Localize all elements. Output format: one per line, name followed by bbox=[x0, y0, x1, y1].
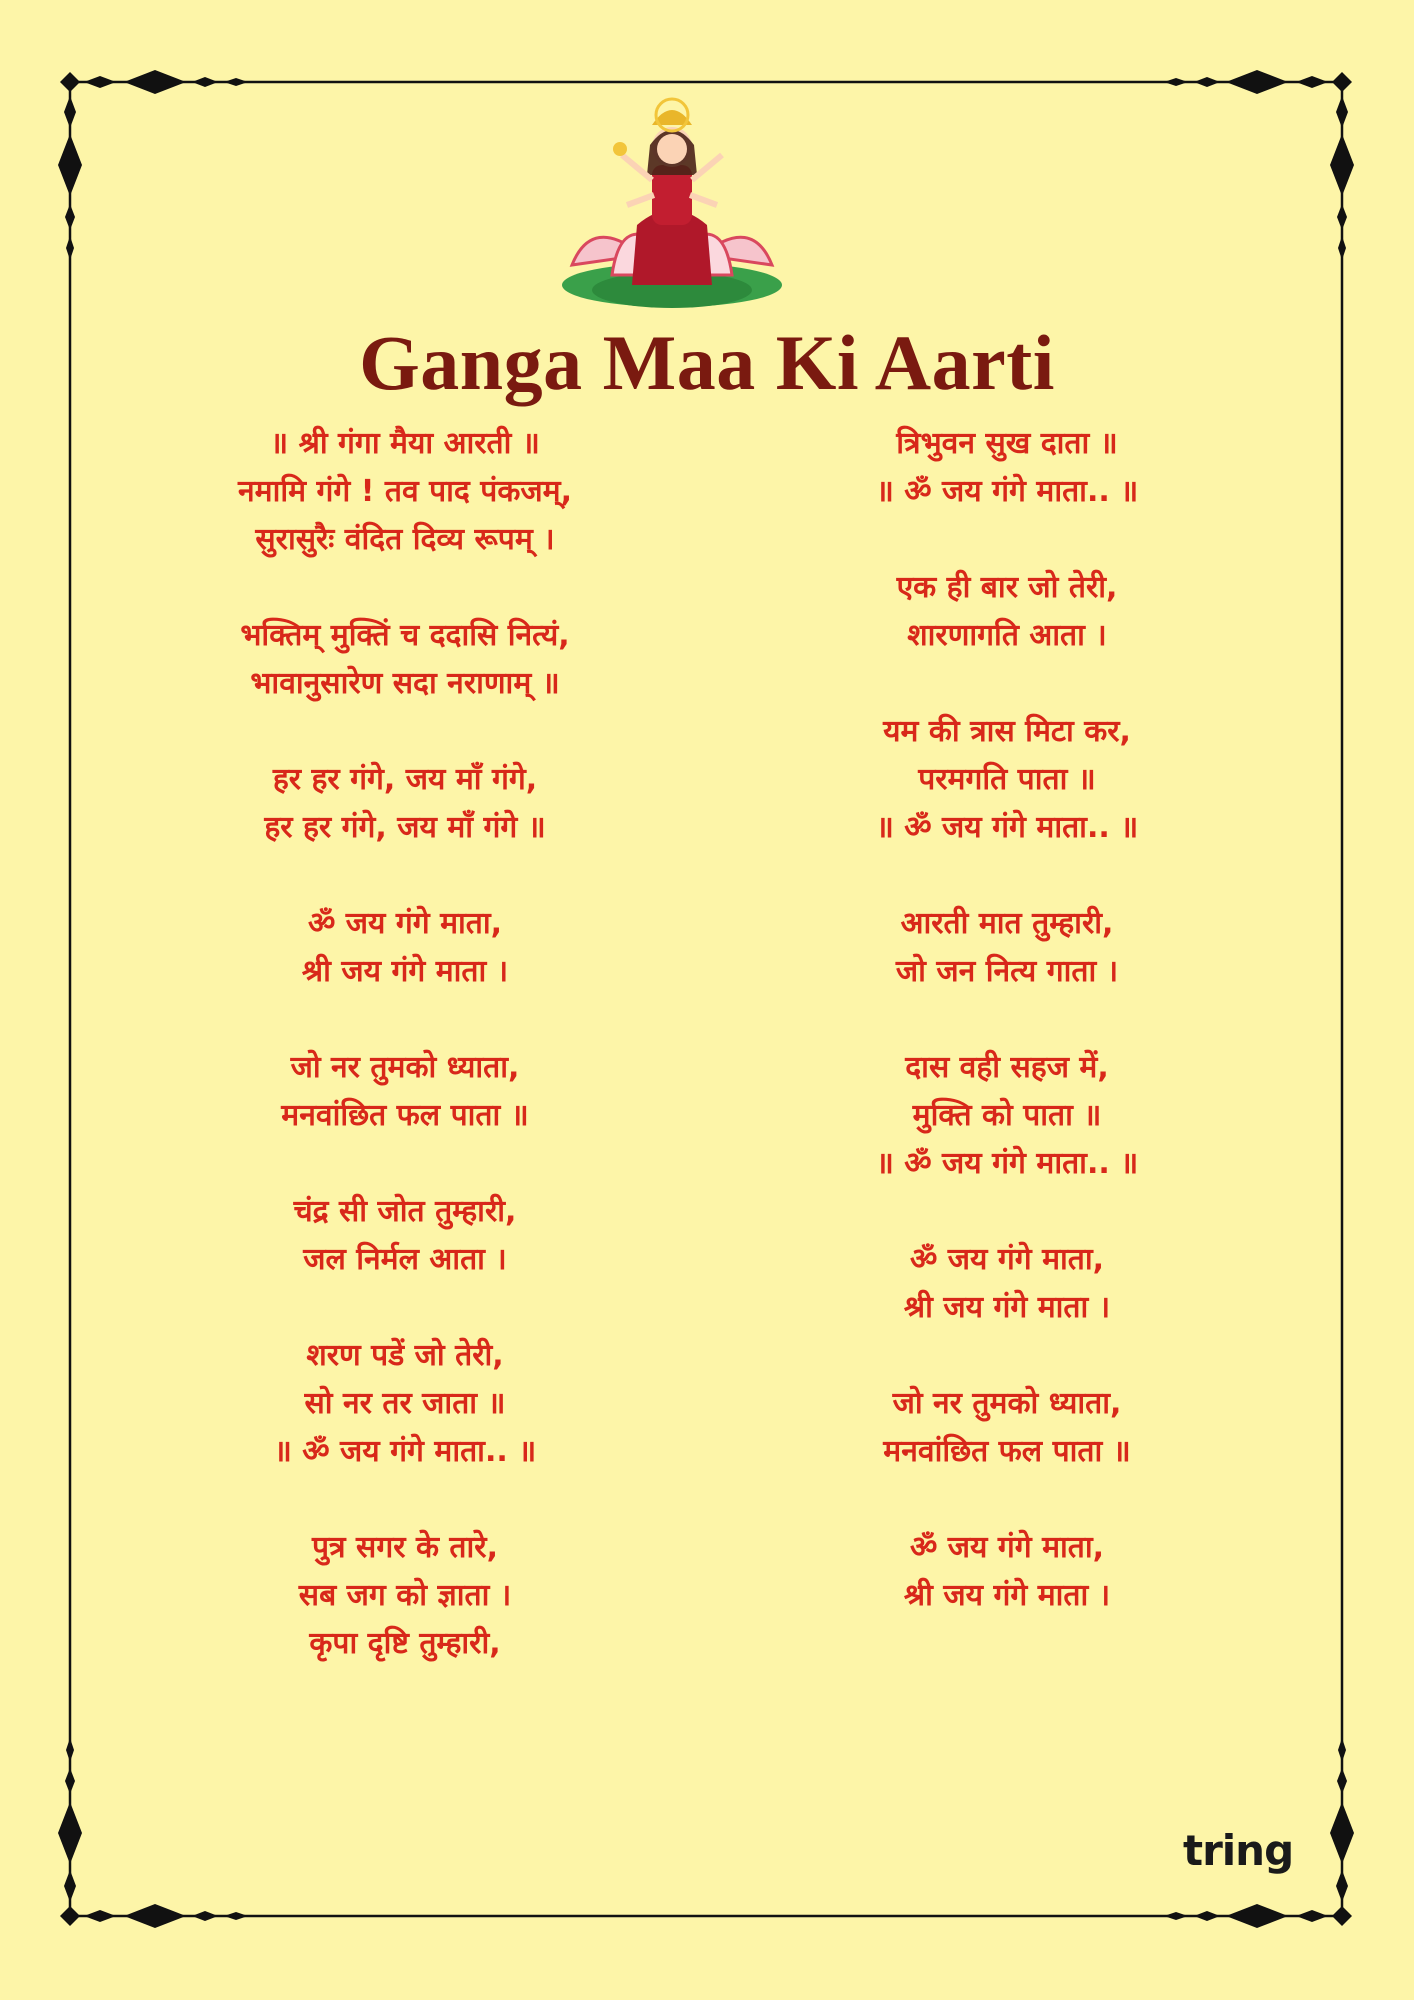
verse-line: मनवांछित फल पाता ॥ bbox=[281, 1098, 529, 1133]
stanza-gap bbox=[727, 660, 1287, 708]
verse-line: शारणागति आता । bbox=[907, 618, 1107, 653]
page-title: Ganga Maa Ki Aarti bbox=[359, 319, 1055, 406]
verse-line: आरती मात तुम्हारी, bbox=[900, 906, 1114, 941]
verse-line: नमामि गंगे ! तव पाद पंकजम्, bbox=[238, 474, 572, 509]
verse-line: श्री जय गंगे माता । bbox=[903, 1578, 1111, 1613]
verse-line: जो जन नित्य गाता । bbox=[895, 954, 1119, 989]
stanza-gap bbox=[125, 1284, 685, 1332]
verse-line: भक्तिम् मुक्तिं च ददासि नित्यं, bbox=[240, 618, 570, 653]
verse-line: ॥ ॐ जय गंगे माता.. ॥ bbox=[273, 1434, 537, 1469]
verse-line: हर हर गंगे, जय माँ गंगे, bbox=[272, 762, 538, 797]
stanza-gap bbox=[125, 1140, 685, 1188]
verse-line: मनवांछित फल पाता ॥ bbox=[883, 1434, 1131, 1469]
ganga-maa-illustration bbox=[552, 85, 792, 325]
stanza-gap bbox=[727, 1332, 1287, 1380]
verse-line: सब जग को ज्ञाता । bbox=[298, 1578, 512, 1613]
stanza-gap bbox=[125, 1476, 685, 1524]
stanza-gap bbox=[125, 708, 685, 756]
verse-line: शरण पडें जो तेरी, bbox=[306, 1338, 504, 1373]
stanza-gap bbox=[727, 1476, 1287, 1524]
stanza-gap bbox=[727, 996, 1287, 1044]
verse-line: जो नर तुमको ध्याता, bbox=[892, 1386, 1122, 1421]
verse-line: जो नर तुमको ध्याता, bbox=[290, 1050, 520, 1085]
verse-line: परमगति पाता ॥ bbox=[918, 762, 1096, 797]
verse-line: ॐ जय गंगे माता, bbox=[909, 1242, 1105, 1277]
verse-line: सो नर तर जाता ॥ bbox=[304, 1386, 506, 1421]
verse-line: ॐ जय गंगे माता, bbox=[307, 906, 503, 941]
verse-line: सुरासुरैः वंदित दिव्य रूपम् । bbox=[255, 522, 555, 557]
verse-line: दास वही सहज में, bbox=[905, 1050, 1109, 1085]
stanza-gap bbox=[125, 996, 685, 1044]
stanza-gap bbox=[727, 516, 1287, 564]
verse-line: पुत्र सगर के तारे, bbox=[312, 1530, 498, 1565]
stanza-gap bbox=[125, 852, 685, 900]
verse-line: श्री जय गंगे माता । bbox=[903, 1290, 1111, 1325]
verse-line: त्रिभुवन सुख दाता ॥ bbox=[896, 426, 1118, 461]
verse-line: भावानुसारेण सदा नराणाम् ॥ bbox=[250, 666, 560, 701]
verse-column-left bbox=[125, 420, 685, 1668]
stanza-gap bbox=[125, 564, 685, 612]
verse-line: यम की त्रास मिटा कर, bbox=[883, 714, 1131, 749]
tring-logo: tring bbox=[1183, 1826, 1294, 1875]
verse-line: कृपा दृष्टि तुम्हारी, bbox=[309, 1626, 501, 1661]
verse-line: ॐ जय गंगे माता, bbox=[909, 1530, 1105, 1565]
verse-line: ॥ श्री गंगा मैया आरती ॥ bbox=[270, 426, 540, 461]
stanza-gap bbox=[727, 852, 1287, 900]
verse-line: चंद्र सी जोत तुम्हारी, bbox=[293, 1194, 517, 1229]
verse-line: मुक्ति को पाता ॥ bbox=[912, 1098, 1102, 1133]
verse-line: हर हर गंगे, जय माँ गंगे ॥ bbox=[264, 810, 546, 845]
stanza-gap bbox=[727, 1188, 1287, 1236]
verse-line: ॥ ॐ जय गंगे माता.. ॥ bbox=[875, 810, 1139, 845]
verse-line: एक ही बार जो तेरी, bbox=[896, 570, 1118, 605]
verse-line: श्री जय गंगे माता । bbox=[301, 954, 509, 989]
verse-line: ॥ ॐ जय गंगे माता.. ॥ bbox=[875, 474, 1139, 509]
verse-column-right bbox=[727, 420, 1287, 1620]
verse-line: जल निर्मल आता । bbox=[303, 1242, 507, 1277]
verse-line: ॥ ॐ जय गंगे माता.. ॥ bbox=[875, 1146, 1139, 1181]
